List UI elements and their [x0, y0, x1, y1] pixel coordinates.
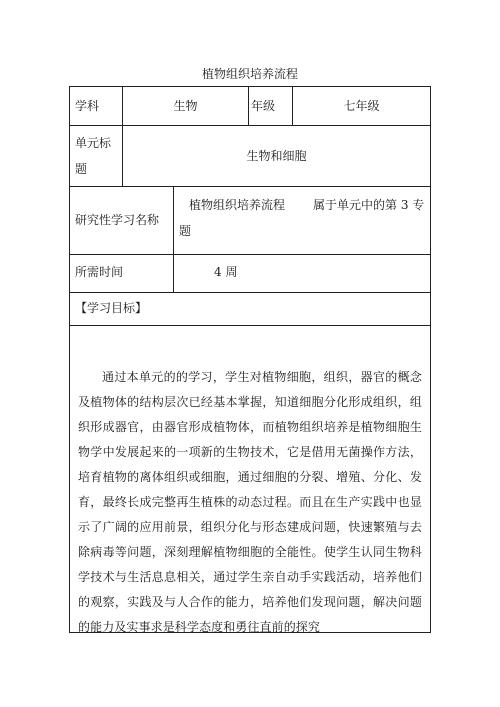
time-label: 所需时间	[75, 265, 124, 279]
research-name-suffix: 属于单元中的第 3 专	[313, 198, 425, 212]
research-name-value: 植物组织培养流程	[189, 198, 286, 212]
unit-label-line1: 单元标	[75, 136, 112, 150]
page-title: 植物组织培养流程	[201, 67, 298, 81]
unit-value: 生物和细胞	[246, 149, 307, 163]
grade-value: 七年级	[343, 99, 380, 113]
goals-heading: 【学习目标】	[75, 301, 148, 315]
research-name-label: 研究性学习名称	[75, 213, 160, 227]
research-name-value-line2: 题	[179, 224, 192, 238]
row-divider-3	[70, 254, 430, 255]
subject-label: 学科	[75, 99, 100, 113]
row-divider-4	[70, 292, 430, 293]
unit-label-line2: 题	[75, 162, 88, 176]
info-table	[69, 86, 431, 633]
goals-paragraph: 通过本单元的的学习，学生对植物细胞，组织，器官的概念及植物体的结构层次已经基本掌握，知道细胞分化形成组织，组织形成器官，由器官形成植物体，而植物组织培养是植物细胞生物学中发展起来的一项新的生物技术，它是借用无菌操作方法，培育植物的离体组织或细胞，通过细胞的分裂、增殖、分化、发育，最终长成完整再生植株的动态过程。而且在生产实践中也显示了广阔的应用前景，组织分化与形态建成问题，快速繁殖与去除病毒等问题，深刻理解植物细胞的全能性。使学生认同生物科学技术与生活息息相关，通过学生亲自动手实践活动，培养他们的观察，实践及与人合作的能力，培养他们发现问题，解决问题的能力及实事求是科学态度和勇往直前的探究	[78, 370, 422, 634]
col-divider-r1b	[248, 87, 249, 125]
row-divider-5	[70, 325, 430, 326]
time-value: 4 周	[214, 265, 238, 279]
subject-value: 生物	[173, 99, 198, 113]
row-divider-1	[70, 125, 430, 126]
row-divider-2	[70, 186, 430, 187]
grade-label: 年级	[251, 99, 276, 113]
col-divider-r34	[173, 186, 174, 292]
